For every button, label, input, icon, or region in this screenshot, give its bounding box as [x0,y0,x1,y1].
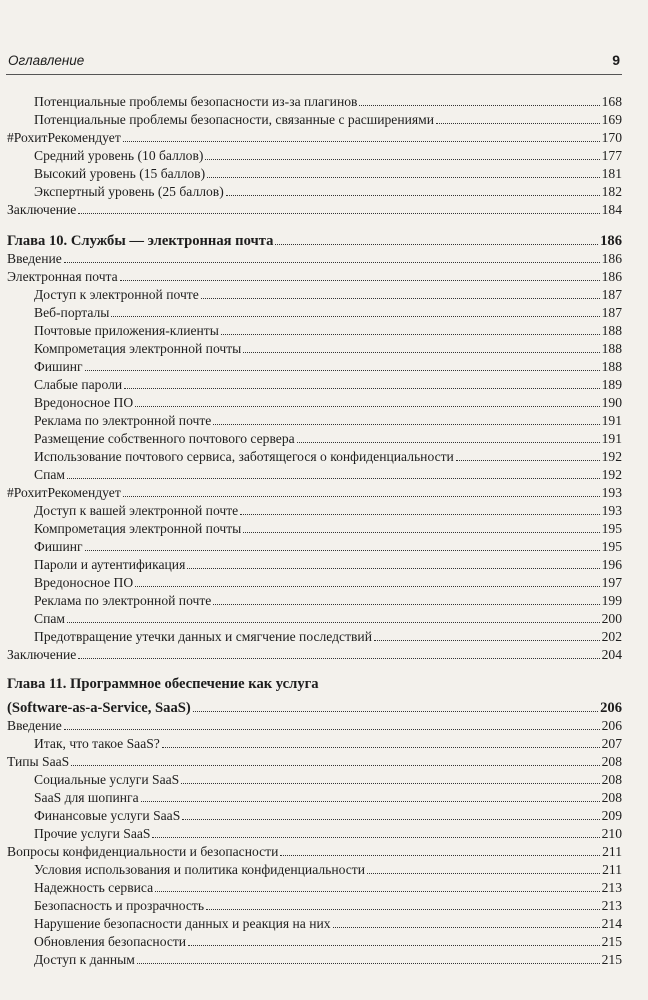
toc-entry[interactable] [0,896,648,914]
toc-entry-page: 188 [601,323,622,338]
dot-leader [78,213,599,214]
chapter-title-line: Глава 11. Программное обеспечение как услуга [7,676,319,692]
dot-leader [243,532,599,533]
toc-entry[interactable] [0,519,648,537]
dot-leader [456,460,600,461]
toc-entry-page: 169 [601,112,622,127]
toc-entry-title: Социальные услуги SaaS [34,772,180,787]
toc-entry-title: Доступ к вашей электронной почте [34,503,239,518]
toc-entry-page: 181 [601,166,622,181]
toc-entry-title: Размещение собственного почтового сервера [34,431,295,446]
dot-leader [201,298,600,299]
dot-leader [123,141,600,142]
toc-entry[interactable] [0,824,648,842]
toc-entry-page: 188 [601,359,622,374]
toc-entry[interactable] [0,537,648,555]
dot-leader [120,280,600,281]
dot-leader [207,177,599,178]
toc-entry-title: Фишинг [34,539,83,554]
toc-entry-title: Введение [7,718,62,733]
toc-entry[interactable] [0,914,648,932]
toc-entry-title: Высокий уровень (15 баллов) [34,166,206,181]
toc-entry[interactable] [0,555,648,573]
dot-leader [64,262,600,263]
toc-entry[interactable] [0,609,648,627]
toc-entry-page: 200 [601,611,622,626]
toc-entry[interactable] [0,164,648,182]
toc-entry[interactable] [0,339,648,357]
toc-entry[interactable] [0,303,648,321]
dot-leader [221,334,600,335]
toc-entry-title: Спам [34,467,65,482]
toc-entry-page: 197 [601,575,622,590]
toc-entry-title: Нарушение безопасности данных и реакция на них [34,916,331,931]
toc-entry-title: Компрометация электронной почты [34,341,242,356]
toc-entry[interactable] [0,249,648,267]
toc-entry-page: 196 [601,557,622,572]
toc-entry-page: 210 [601,826,622,841]
toc-entry-title: Финансовые услуги SaaS [34,808,181,823]
toc-entry-page: 195 [601,521,622,536]
dot-leader [155,891,599,892]
dot-leader [297,442,600,443]
toc-entry[interactable] [0,375,648,393]
toc-chapter-entry[interactable] [0,696,648,716]
dot-leader [135,406,599,407]
toc-entry-page: 182 [601,184,622,199]
toc-entry-title: Вопросы конфиденциальности и безопасности [7,844,279,859]
toc-entry-title: Почтовые приложения-клиенты [34,323,219,338]
dot-leader [111,316,599,317]
toc-entry-page: 188 [601,341,622,356]
toc-entry-page: 189 [601,377,622,392]
dot-leader [205,159,599,160]
dot-leader [141,801,600,802]
toc-entry[interactable] [0,752,648,770]
toc-entry-page: 187 [601,287,622,302]
toc-entry[interactable] [0,806,648,824]
toc-entry-page: 208 [601,790,622,805]
dot-leader [182,819,599,820]
toc-entry-page: 177 [601,148,622,163]
dot-leader [374,640,600,641]
dot-leader [243,352,599,353]
dot-leader [213,424,599,425]
dot-leader [162,747,600,748]
dot-leader [67,478,600,479]
toc-entry-page: 204 [601,647,622,662]
toc-entry-page: 193 [601,485,622,500]
toc-entry-title: Потенциальные проблемы безопасности из-за плагинов [34,94,358,109]
toc-entry-title: Электронная почта [7,269,118,284]
toc-entry-title: #РохитРекомендует [7,485,121,500]
dot-leader [123,496,600,497]
toc-entry[interactable] [0,770,648,788]
toc-entry-title: Использование почтового сервиса, заботящегося о конфиденциальности [34,449,454,464]
dot-leader [135,586,599,587]
toc-entry[interactable] [0,146,648,164]
toc-entry-title: Вредоносное ПО [34,395,134,410]
toc-entry-page: 190 [601,395,622,410]
dot-leader [240,514,599,515]
toc-entry[interactable] [0,200,648,218]
toc-entry-page: 193 [601,503,622,518]
toc-entry-page: 215 [601,952,622,967]
toc-entry-title: Условия использования и политика конфиденциальности [34,862,366,877]
toc-entry-title: Введение [7,251,62,266]
toc-entry[interactable] [0,788,648,806]
toc-entry-page: 213 [601,898,622,913]
toc-entry-page: 186 [601,269,622,284]
dot-leader [181,783,599,784]
dot-leader [85,370,600,371]
dot-leader [280,855,600,856]
toc-entry-page: 187 [601,305,622,320]
toc-entry-page: 195 [601,539,622,554]
toc-entry[interactable] [0,932,648,950]
toc-entry-title: Веб-порталы [34,305,110,320]
toc-entry[interactable] [0,573,648,591]
toc-entry-title: Итак, что такое SaaS? [34,736,160,751]
toc-entry-title: Безопасность и прозрачность [34,898,205,913]
toc-entry-title: Слабые пароли [34,377,123,392]
toc-entry[interactable] [0,501,648,519]
toc-entry[interactable] [0,182,648,200]
toc-entry-title: Заключение [7,647,77,662]
header-page-number: 9 [612,52,620,68]
dot-leader [85,550,600,551]
toc-entry-page: 215 [601,934,622,949]
running-header [6,50,622,75]
toc-entry[interactable] [0,860,648,878]
toc-entry-page: 202 [601,629,622,644]
toc-entry-page: 206 [600,700,622,716]
toc-entry-title: Прочие услуги SaaS [34,826,151,841]
dot-leader [226,195,600,196]
dot-leader [64,729,600,730]
toc-entry-title: Надежность сервиса [34,880,154,895]
toc-entry-title: Потенциальные проблемы безопасности, связанные с расширениями [34,112,435,127]
toc-entry-title: Доступ к электронной почте [34,287,199,302]
dot-leader [71,765,599,766]
toc-entry[interactable] [0,950,648,968]
toc-chapter-entry[interactable] [0,229,648,249]
toc-entry[interactable] [0,393,648,411]
header-title: Оглавление [8,53,85,68]
toc-entry[interactable] [0,92,648,110]
toc-entry-page: 186 [600,233,622,249]
toc-entry-title: Спам [34,611,65,626]
toc-entry-title: Доступ к данным [34,952,135,967]
toc-entry[interactable] [0,267,648,285]
toc-entry-page: 207 [601,736,622,751]
dot-leader [333,927,600,928]
toc-entry-title: Средний уровень (10 баллов) [34,148,204,163]
dot-leader [275,244,598,245]
dot-leader [436,123,600,124]
toc-entry[interactable] [0,357,648,375]
toc-entry[interactable] [0,128,648,146]
toc-entry-title: Фишинг [34,359,83,374]
toc-entry-page: 211 [602,862,622,877]
toc-entry-title: Экспертный уровень (25 баллов) [34,184,224,199]
toc-entry-page: 192 [601,449,622,464]
toc-entry-title: (Software-as-a-Service, SaaS) [7,700,191,716]
toc-entry-page: 208 [601,772,622,787]
toc-entry-title: Реклама по электронной почте [34,413,212,428]
toc-entry-title: Типы SaaS [7,754,70,769]
dot-leader [137,963,600,964]
toc-entry-title: Заключение [7,202,77,217]
toc-entry-page: 213 [601,880,622,895]
dot-leader [206,909,600,910]
toc-entry[interactable] [0,411,648,429]
toc-entry[interactable] [0,591,648,609]
toc-entry-title: Предотвращение утечки данных и смягчение последствий [34,629,372,644]
toc-entry-page: 206 [601,718,622,733]
toc-entry-title: Вредоносное ПО [34,575,134,590]
toc-entry-title: Глава 10. Службы — электронная почта [7,233,274,249]
dot-leader [78,658,599,659]
toc-entry[interactable] [0,734,648,752]
dot-leader [193,711,598,712]
toc-entry[interactable] [0,110,648,128]
toc-entry[interactable] [0,447,648,465]
toc-entry-page: 184 [601,202,622,217]
toc-entry[interactable] [0,321,648,339]
toc-entry[interactable] [0,465,648,483]
toc-entry[interactable] [0,483,648,501]
toc-entry-title: Компрометация электронной почты [34,521,242,536]
toc-entry-page: 191 [601,431,622,446]
toc-entry-page: 209 [601,808,622,823]
dot-leader [187,568,599,569]
toc-entry-page: 199 [601,593,622,608]
dot-leader [188,945,600,946]
toc-entry[interactable] [0,645,648,663]
toc-entry-page: 186 [601,251,622,266]
toc-entry[interactable] [0,627,648,645]
toc-entry-page: 192 [601,467,622,482]
toc-entry-title: Обновления безопасности [34,934,187,949]
dot-leader [67,622,600,623]
toc-entry-page: 211 [602,844,622,859]
toc-entry-page: 168 [601,94,622,109]
toc-entry-page: 214 [601,916,622,931]
toc-entry[interactable] [0,716,648,734]
toc-entry[interactable] [0,429,648,447]
toc-entry[interactable] [0,285,648,303]
dot-leader [124,388,599,389]
dot-leader [367,873,600,874]
dot-leader [359,105,599,106]
dot-leader [213,604,599,605]
toc-entry-page: 191 [601,413,622,428]
toc-entry[interactable] [0,878,648,896]
toc-entry[interactable] [0,842,648,860]
toc-entry-title: Реклама по электронной почте [34,593,212,608]
toc-entry-page: 208 [601,754,622,769]
toc-entry-page: 170 [601,130,622,145]
dot-leader [152,837,599,838]
toc-entry-title: Пароли и аутентификация [34,557,186,572]
toc-entry-title: SaaS для шопинга [34,790,139,805]
toc-entry-title: #РохитРекомендует [7,130,121,145]
